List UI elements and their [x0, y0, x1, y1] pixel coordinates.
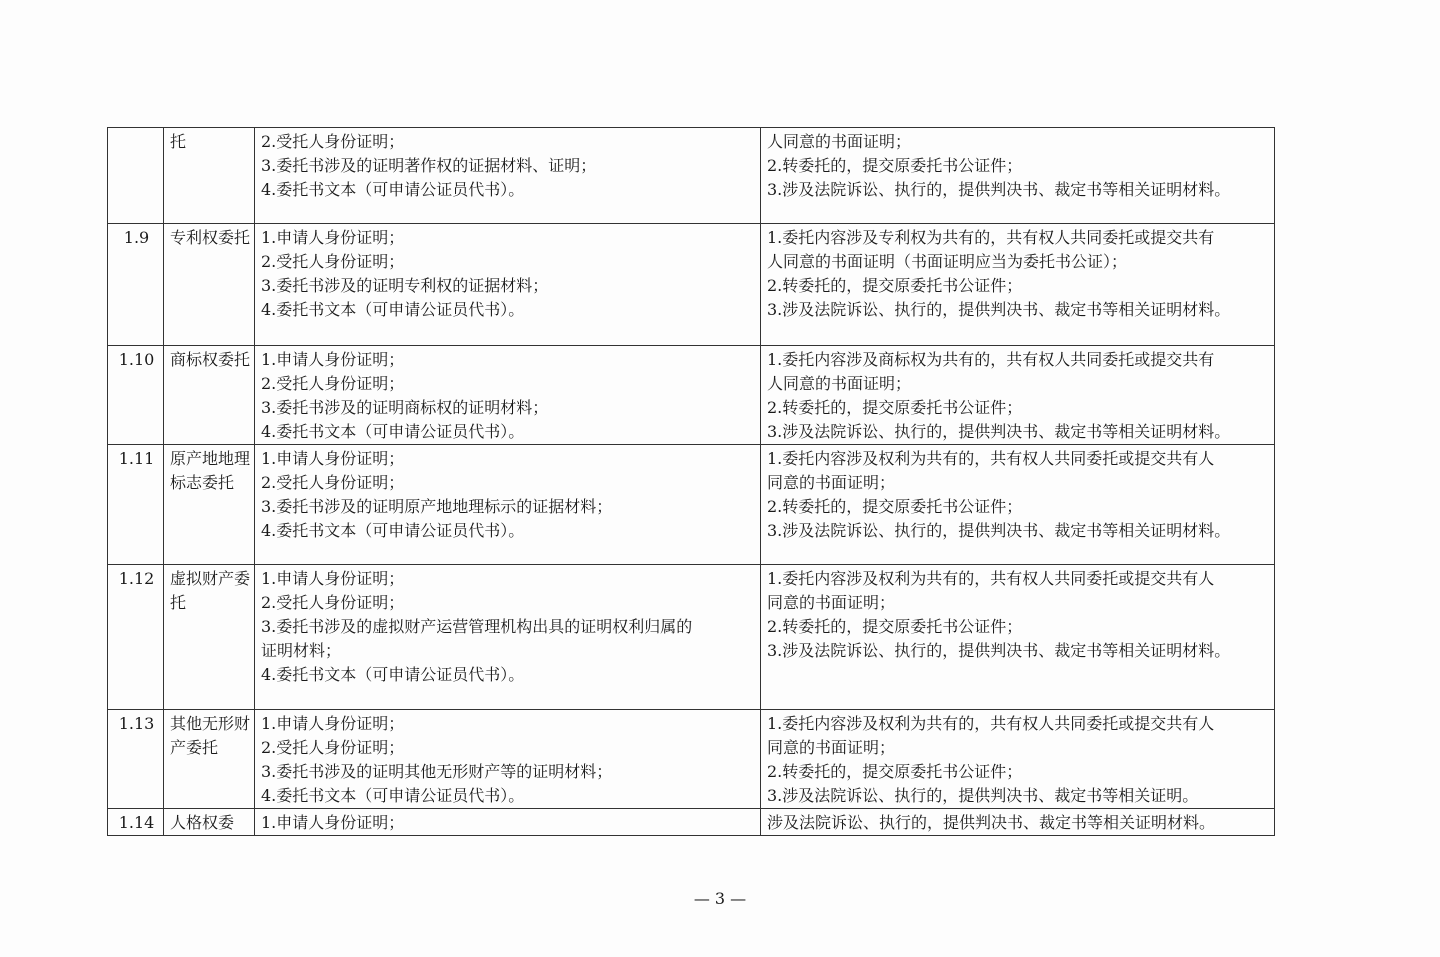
required-materials	[255, 224, 761, 346]
row-number	[108, 128, 164, 224]
required-materials	[255, 565, 761, 710]
required-materials	[255, 710, 761, 809]
material-line: 3.委托书涉及的证明原产地地理标示的证据材料；	[261, 497, 613, 516]
note-line: 3.涉及法院诉讼、执行的，提供判决书、裁定书等相关证明材料。	[767, 521, 1231, 540]
item-name: 虚拟财产委托	[164, 565, 255, 710]
table-row	[108, 445, 1275, 565]
required-materials	[255, 128, 761, 224]
note-line: 3.涉及法院诉讼、执行的，提供判决书、裁定书等相关证明材料。	[767, 300, 1231, 319]
required-materials	[255, 346, 761, 445]
material-line: 4.委托书文本（可申请公证员代书）。	[261, 422, 525, 441]
note-line: 1.委托内容涉及商标权为共有的，共有权人共同委托或提交共有	[767, 350, 1215, 369]
item-name: 专利权委托	[164, 224, 255, 346]
note-line: 涉及法院诉讼、执行的，提供判决书、裁定书等相关证明材料。	[767, 813, 1216, 832]
row-number: 1.13	[108, 710, 164, 809]
row-number: 1.9	[108, 224, 164, 346]
notary-materials-table	[107, 127, 1275, 836]
material-line: 3.委托书涉及的证明其他无形财产等的证明材料；	[261, 762, 613, 781]
table-row	[108, 224, 1275, 346]
material-line: 2.受托人身份证明；	[261, 473, 405, 492]
material-line: 1.申请人身份证明；	[261, 569, 405, 588]
table-row	[108, 809, 1275, 836]
material-line: 2.受托人身份证明；	[261, 738, 405, 757]
material-line: 2.受托人身份证明；	[261, 593, 405, 612]
required-materials	[255, 445, 761, 565]
required-materials	[255, 809, 761, 836]
note-line: 1.委托内容涉及权利为共有的，共有权人共同委托或提交共有人	[767, 714, 1215, 733]
material-line: 2.受托人身份证明；	[261, 252, 405, 271]
material-line: 2.受托人身份证明；	[261, 374, 405, 393]
table-row	[108, 710, 1275, 809]
table-row	[108, 128, 1275, 224]
material-line: 4.委托书文本（可申请公证员代书）。	[261, 786, 525, 805]
note-line: 同意的书面证明；	[767, 738, 896, 757]
material-line: 1.申请人身份证明；	[261, 714, 405, 733]
material-line: 1.申请人身份证明；	[261, 449, 405, 468]
additional-notes	[761, 128, 1275, 224]
row-number: 1.11	[108, 445, 164, 565]
note-line: 人同意的书面证明；	[767, 132, 912, 151]
table-row	[108, 565, 1275, 710]
note-line: 3.涉及法院诉讼、执行的，提供判决书、裁定书等相关证明材料。	[767, 180, 1231, 199]
material-line: 3.委托书涉及的证明专利权的证据材料；	[261, 276, 549, 295]
material-line: 3.委托书涉及的证明著作权的证据材料、证明；	[261, 156, 597, 175]
additional-notes	[761, 565, 1275, 710]
note-line: 2.转委托的，提交原委托书公证件；	[767, 762, 1023, 781]
note-line: 3.涉及法院诉讼、执行的，提供判决书、裁定书等相关证明材料。	[767, 641, 1231, 660]
note-line: 2.转委托的，提交原委托书公证件；	[767, 398, 1023, 417]
item-name: 人格权委	[164, 809, 255, 836]
row-number: 1.10	[108, 346, 164, 445]
note-line: 2.转委托的，提交原委托书公证件；	[767, 617, 1023, 636]
additional-notes	[761, 346, 1275, 445]
additional-notes	[761, 224, 1275, 346]
row-number: 1.14	[108, 809, 164, 836]
material-line: 证明材料；	[261, 641, 342, 660]
material-line: 4.委托书文本（可申请公证员代书）。	[261, 665, 525, 684]
additional-notes	[761, 445, 1275, 565]
item-name: 原产地地理标志委托	[164, 445, 255, 565]
note-line: 3.涉及法院诉讼、执行的，提供判决书、裁定书等相关证明。	[767, 786, 1199, 805]
note-line: 1.委托内容涉及专利权为共有的，共有权人共同委托或提交共有	[767, 228, 1215, 247]
row-number: 1.12	[108, 565, 164, 710]
note-line: 3.涉及法院诉讼、执行的，提供判决书、裁定书等相关证明材料。	[767, 422, 1231, 441]
note-line: 1.委托内容涉及权利为共有的，共有权人共同委托或提交共有人	[767, 449, 1215, 468]
material-line: 3.委托书涉及的虚拟财产运营管理机构出具的证明权利归属的	[261, 617, 693, 636]
note-line: 2.转委托的，提交原委托书公证件；	[767, 156, 1023, 175]
note-line: 人同意的书面证明；	[767, 374, 912, 393]
item-name: 托	[164, 128, 255, 224]
additional-notes	[761, 710, 1275, 809]
note-line: 同意的书面证明；	[767, 593, 896, 612]
additional-notes	[761, 809, 1275, 836]
material-line: 4.委托书文本（可申请公证员代书）。	[261, 180, 525, 199]
note-line: 1.委托内容涉及权利为共有的，共有权人共同委托或提交共有人	[767, 569, 1215, 588]
table-row	[108, 346, 1275, 445]
material-line: 3.委托书涉及的证明商标权的证明材料；	[261, 398, 549, 417]
material-line: 1.申请人身份证明；	[261, 813, 405, 832]
material-line: 1.申请人身份证明；	[261, 228, 405, 247]
note-line: 人同意的书面证明（书面证明应当为委托书公证）；	[767, 252, 1128, 271]
item-name: 其他无形财产委托	[164, 710, 255, 809]
material-line: 4.委托书文本（可申请公证员代书）。	[261, 300, 525, 319]
page-number: — 3 —	[693, 889, 747, 908]
material-line: 1.申请人身份证明；	[261, 350, 405, 369]
material-line: 2.受托人身份证明；	[261, 132, 405, 151]
note-line: 同意的书面证明；	[767, 473, 896, 492]
note-line: 2.转委托的，提交原委托书公证件；	[767, 497, 1023, 516]
material-line: 4.委托书文本（可申请公证员代书）。	[261, 521, 525, 540]
item-name: 商标权委托	[164, 346, 255, 445]
note-line: 2.转委托的，提交原委托书公证件；	[767, 276, 1023, 295]
